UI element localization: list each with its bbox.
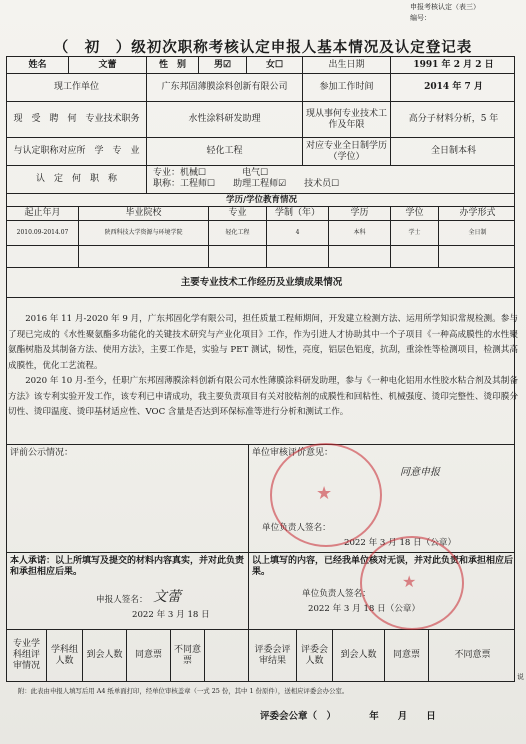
edu-mode: 全日制 bbox=[468, 229, 487, 236]
unit-opinion-label: 单位审核评价意见： bbox=[252, 448, 334, 458]
group-review-label: 专业学科组评审情况 bbox=[7, 630, 47, 681]
unit-label: 现工作单位 bbox=[7, 74, 147, 101]
gender-male: 男☑ bbox=[199, 57, 247, 73]
edu-header-row bbox=[7, 207, 514, 221]
group-disagree-label: 不同意票 bbox=[171, 630, 205, 681]
edu-section-title: 学历/学位教育情况 bbox=[225, 194, 298, 205]
unit-value: 广东邦固薄膜涂料创新有限公司 bbox=[147, 74, 303, 101]
name-value: 文蕾 bbox=[69, 57, 147, 73]
edu-empty-row bbox=[7, 246, 514, 268]
achievement-paragraph-2: 2020 年 10 月-至今，任职广东邦固薄膜涂料创新有限公司水性薄膜涂料研发助理，参与《一种电化铝用水性胶水粘合剂及其制备方法》该专利实验开发工作，该专利已申请成功，我主要负责项目有关对胶粘剂的成膜性和回粘性、机械强度、烫印完整性、烫印膜分切性、烫印温度、烫印基材适应性、VOC 含量是否达到环保标准等进行分析和测试工作。 bbox=[8, 376, 518, 417]
applicant-date: 2022 年 3 月 18 日 bbox=[132, 610, 210, 620]
name-label: 姓名 bbox=[7, 57, 69, 73]
applicant-commitment: 本人承诺：以上所填写及提交的材料内容真实，并对此负责和承担相应后果。 bbox=[7, 553, 249, 629]
committee-seal-line: 评委会公章（ ） 年 月 日 bbox=[260, 711, 436, 722]
dob-label: 出生日期 bbox=[303, 57, 391, 73]
edu-empty-mode bbox=[439, 246, 516, 267]
major-label: 与认定职称对应所 学 专 业 bbox=[7, 138, 147, 165]
tech-value: 高分子材料分析，5 年 bbox=[408, 114, 499, 124]
cert-major-options: 专业：机械☐ 电气☐ bbox=[153, 168, 269, 178]
company-seal-stamp bbox=[270, 443, 382, 547]
edu-section-row bbox=[7, 194, 514, 207]
committee-agree-label: 同意票 bbox=[385, 630, 429, 681]
major-value: 轻化工程 bbox=[147, 138, 303, 165]
row-basic-4 bbox=[7, 138, 514, 166]
edu-h-period: 起止年月 bbox=[7, 207, 79, 220]
form-title: （ 初 ）级初次职称考核认定申报人基本情况及认定登记表 bbox=[53, 39, 473, 56]
committee-row bbox=[7, 630, 514, 681]
edu-data-row bbox=[7, 221, 514, 246]
edu-empty-school bbox=[79, 246, 209, 267]
edu-label: 对应专业全日制学历（学位） bbox=[303, 138, 391, 165]
committee-result-label: 评委会评审结果 bbox=[249, 630, 297, 681]
edu-h-years: 学制（年） bbox=[267, 207, 329, 220]
cert-options bbox=[147, 166, 516, 193]
edu-empty-degree bbox=[391, 246, 439, 267]
gender-label: 性 别 bbox=[147, 57, 199, 73]
edu-h-degree: 学位 bbox=[391, 207, 439, 220]
row-basic-3 bbox=[7, 102, 514, 138]
committee-attend-label: 到会人数 bbox=[333, 630, 385, 681]
side-note: 说 bbox=[517, 673, 524, 681]
row-basic-2 bbox=[7, 74, 514, 102]
edu-h-school: 毕业院校 bbox=[79, 207, 209, 220]
edu-school: 陕西科技大学资源与环境学院 bbox=[79, 221, 209, 245]
row-basic-1 bbox=[7, 57, 514, 74]
unit-review-date: 2022 年 3 月 18 日（公章） bbox=[344, 538, 457, 548]
edu-h-mode: 办学形式 bbox=[459, 208, 496, 218]
unit-commitment-date: 2022 年 3 月 18 日（公章） bbox=[308, 604, 421, 614]
public-notice: 评前公示情况： bbox=[7, 445, 249, 552]
cert-label: 认 定 何 职 称 bbox=[7, 166, 147, 193]
work-start-value: 2014 年 7 月 bbox=[424, 82, 483, 92]
edu-level: 本科 bbox=[329, 221, 391, 245]
company-seal-star: ★ bbox=[316, 483, 333, 504]
cert-title-options: 职称：工程师☐ 助理工程师☑ 技术员☐ bbox=[153, 179, 340, 189]
form-header bbox=[410, 2, 480, 24]
edu-value: 全日制本科 bbox=[430, 146, 476, 156]
achievement-section-row bbox=[7, 268, 514, 298]
applicant-signature: 文蕾 bbox=[153, 589, 181, 605]
form-code: 申报考核认定（表三） bbox=[410, 3, 480, 11]
achievement-section-title: 主要专业技术工作经历及业绩成果情况 bbox=[180, 277, 343, 288]
work-start-label: 参加工作时间 bbox=[303, 74, 391, 101]
edu-period: 2010.09-2014.07 bbox=[7, 221, 79, 245]
group-empty bbox=[205, 630, 249, 681]
edu-years: 4 bbox=[267, 221, 329, 245]
edu-empty-level bbox=[329, 246, 391, 267]
group-attend-label: 到会人数 bbox=[83, 630, 127, 681]
edu-empty-major bbox=[209, 246, 267, 267]
tech-label: 现从事何专业技术工作及年限 bbox=[303, 102, 391, 137]
unit-commitment-sign-label: 单位负责人签名： bbox=[302, 589, 371, 599]
post-label: 现 受 聘 何 专业技术职务 bbox=[7, 102, 147, 137]
company-seal-stamp-2 bbox=[360, 536, 464, 630]
row-basic-5 bbox=[7, 166, 514, 194]
achievement-paragraph-1: 2016 年 11 月-2020 年 9 月，广东邦固化学有限公司，担任质量工程师期间，开发建立检测方法、运用所学知识常规检测。参与了现已完成的《水性聚氨酯多功能化的关键技术研究与产业化项目》工作，作为引进人才协助其中一个子项目《一种高成膜性的水性聚氨酯树脂及其制备方法、使用方法》，主要工作是，实验与 PET 测试，韧性，亮度，铝层色铝度，抗刮，重涂性等检测项目，检测其高成膜性，优化工艺流程。 bbox=[8, 314, 518, 371]
gender-female: 女☐ bbox=[247, 57, 303, 73]
post-value: 水性涂料研发助理 bbox=[147, 102, 303, 137]
unit-leader-sign-label: 单位负责人签名： bbox=[262, 523, 331, 533]
applicant-sign-label: 申报人签名： bbox=[96, 595, 148, 605]
committee-size-label: 评委会人数 bbox=[297, 630, 333, 681]
group-size-label: 学科组人数 bbox=[47, 630, 83, 681]
footer-note: 附：此表由申报人填写后用 A4 纸单面打印，经单位审核盖章（一式 25 份，其中 1 份原件），送相应评委会办公室。 bbox=[18, 687, 349, 695]
group-agree-label: 同意票 bbox=[127, 630, 171, 681]
edu-degree: 学士 bbox=[391, 221, 439, 245]
form-number-label: 编号： bbox=[410, 14, 431, 22]
edu-h-major: 专业 bbox=[209, 207, 267, 220]
unit-opinion-handwriting: 同意申报 bbox=[400, 467, 440, 478]
edu-empty-period bbox=[7, 246, 79, 267]
company-seal-star-2: ★ bbox=[402, 572, 417, 591]
edu-empty-years bbox=[267, 246, 329, 267]
committee-disagree-label: 不同意票 bbox=[454, 650, 491, 660]
dob-value: 1991 年 2 月 2 日 bbox=[413, 59, 494, 70]
achievement-text bbox=[8, 312, 518, 421]
unit-commitment: 以上填写的内容，已经我单位核对无误，并对此负责和承担相应后果。 bbox=[252, 556, 514, 577]
edu-major: 轻化工程 bbox=[209, 221, 267, 245]
edu-h-level: 学历 bbox=[329, 207, 391, 220]
